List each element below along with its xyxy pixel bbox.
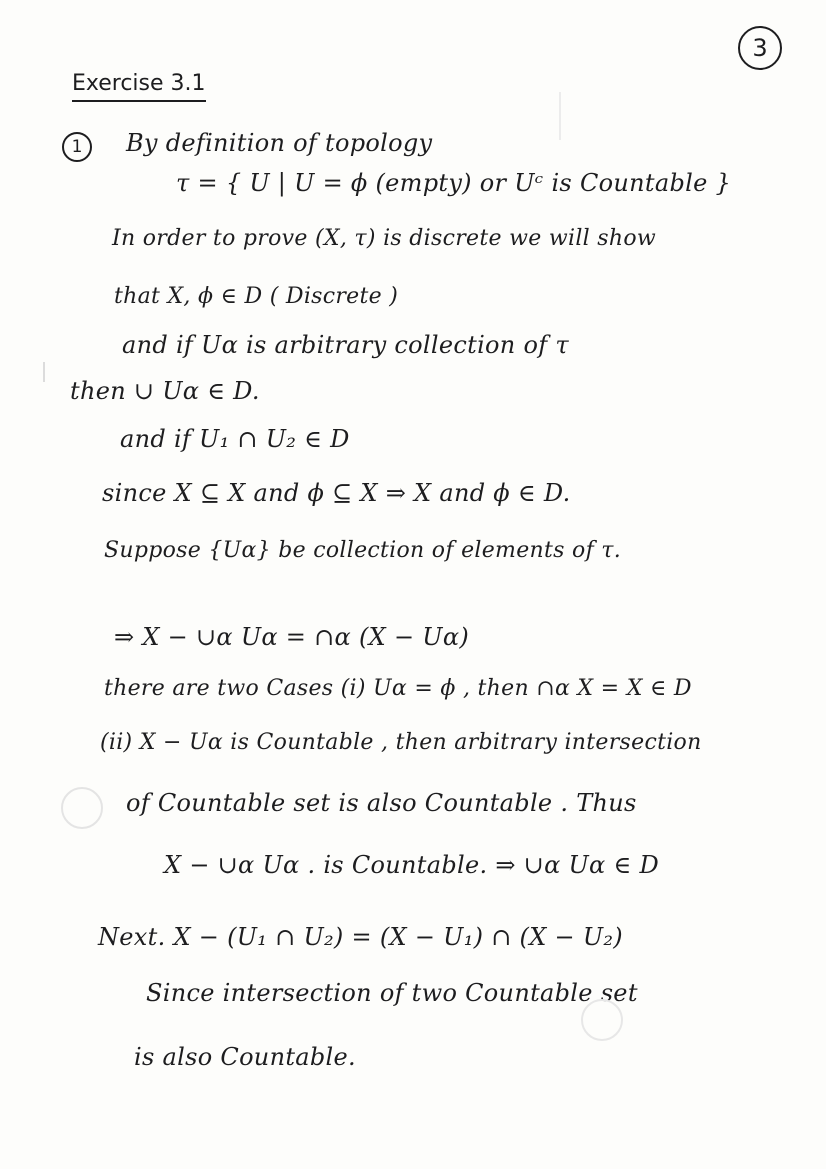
text-line: ⇒ X − ∪α Uα = ∩α (X − Uα) (114, 623, 469, 651)
text-line: In order to prove (X, τ) is discrete we will show (112, 226, 657, 251)
text-line: then ∪ Uα ∈ D. (70, 377, 260, 405)
text-line: and if U₁ ∩ U₂ ∈ D (120, 425, 350, 453)
text-line: Suppose {Uα} be collection of elements of τ. (104, 538, 622, 563)
page-title: Exercise 3.1 (72, 70, 206, 102)
text-line: that X, ϕ ∈ D ( Discrete ) (114, 284, 399, 309)
text-line: there are two Cases (i) Uα = ϕ , then ∩α X = X ∈ D (104, 676, 692, 701)
text-line: and if Uα is arbitrary collection of τ (122, 331, 569, 359)
text-line: Since intersection of two Countable set (146, 979, 638, 1007)
question-number: 1 (62, 132, 92, 162)
bleed-circle (582, 1000, 622, 1040)
text-line: Next. X − (U₁ ∩ U₂) = (X − U₁) ∩ (X − U₂) (98, 923, 623, 951)
text-line: (ii) X − Uα is Countable , then arbitrary intersection (100, 730, 702, 755)
text-line: of Countable set is also Countable . Thus (126, 789, 637, 817)
text-line: since X ⊆ X and ϕ ⊆ X ⇒ X and ϕ ∈ D. (102, 479, 571, 507)
text-line: X − ∪α Uα . is Countable. ⇒ ∪α Uα ∈ D (164, 851, 660, 879)
page-number: 3 (738, 26, 782, 70)
text-line: is also Countable. (134, 1043, 356, 1071)
text-line: By definition of topology (126, 129, 433, 157)
text-line: τ = { U | U = ϕ (empty) or Uᶜ is Countable } (176, 169, 732, 197)
bleed-circle (62, 788, 102, 828)
